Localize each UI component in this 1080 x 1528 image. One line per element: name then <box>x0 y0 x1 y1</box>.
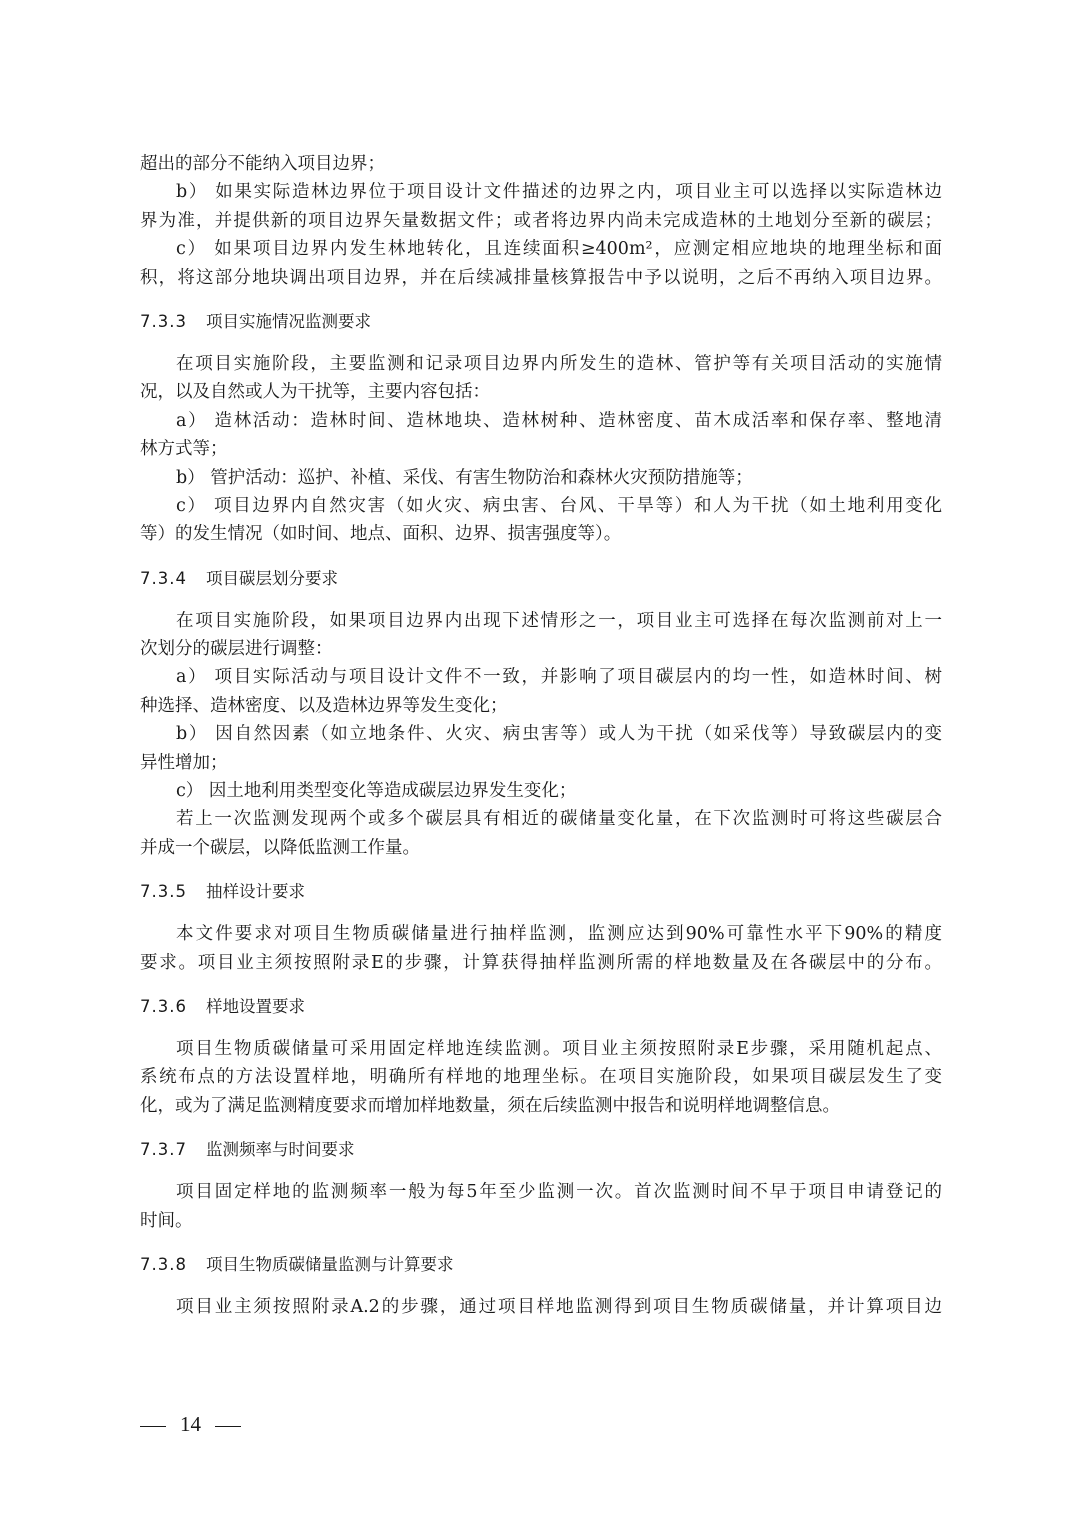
list-item: c） 如果项目边界内发生林地转化，且连续面积≥400m²，应测定相应地块的地理坐标和面 <box>176 239 942 260</box>
list-item: a） 造林活动：造林时间、造林地块、造林树种、造林密度、苗木成活率和保存率、整地清 <box>176 410 942 431</box>
paragraph-line: 在项目实施阶段，主要监测和记录项目边界内所发生的造林、管护等有关项目活动的实施情 <box>176 353 942 374</box>
page-number: 14 <box>180 1412 201 1436</box>
section-title: 监测频率与时间要求 <box>206 1140 355 1160</box>
paragraph-line: 项目固定样地的监测频率一般为每5年至少监测一次。首次监测时间不早于项目申请登记的 <box>176 1182 942 1203</box>
document-body <box>140 150 942 1321</box>
text-line: 种选择、造林密度、以及造林边界等发生变化； <box>140 695 508 716</box>
section-heading <box>140 565 942 593</box>
section-title: 抽样设计要求 <box>206 882 305 902</box>
paragraph-line: 并成一个碳层，以降低监测工作量。 <box>140 837 420 858</box>
footer-dash-right <box>215 1426 241 1427</box>
paragraph-line: 化，或为了满足监测精度要求而增加样地数量，须在后续监测中报告和说明样地调整信息。 <box>140 1095 840 1116</box>
list-item: a） 项目实际活动与项目设计文件不一致，并影响了项目碳层内的均一性，如造林时间、树 <box>176 667 942 688</box>
paragraph-line: 本文件要求对项目生物质碳储量进行抽样监测，监测应达到90%可靠性水平下90%的精度 <box>176 924 942 945</box>
section-title: 项目碳层划分要求 <box>206 568 338 588</box>
paragraph-line: 要求。项目业主须按照附录E的步骤，计算获得抽样监测所需的样地数量及在各碳层中的分布。 <box>140 952 942 973</box>
section-7-3-8 <box>140 1251 942 1321</box>
list-item: b） 因自然因素（如立地条件、火灾、病虫害等）或人为干扰（如采伐等）导致碳层内的变 <box>176 724 942 745</box>
text-line: 积，将这部分地块调出项目边界，并在后续减排量核算报告中予以说明，之后不再纳入项目边界。 <box>140 267 942 288</box>
section-title: 项目实施情况监测要求 <box>206 311 371 331</box>
section-heading <box>140 1136 942 1164</box>
text-line: 异性增加； <box>140 752 228 773</box>
section-heading <box>140 308 942 336</box>
section-7-3-7 <box>140 1136 942 1235</box>
section-heading <box>140 993 942 1021</box>
list-item: c） 项目边界内自然灾害（如火灾、病虫害、台风、干旱等）和人为干扰（如土地利用变化 <box>176 495 942 516</box>
footer-dash-left <box>140 1426 166 1427</box>
paragraph-line: 次划分的碳层进行调整： <box>140 639 333 660</box>
text-line: 超出的部分不能纳入项目边界； <box>140 154 385 174</box>
section-heading <box>140 1251 942 1279</box>
text-line: 林方式等； <box>140 439 228 460</box>
list-item: c） 因土地利用类型变化等造成碳层边界发生变化； <box>176 781 577 802</box>
section-number: 7.3.6 <box>140 996 187 1016</box>
paragraph-line: 况，以及自然或人为干扰等，主要内容包括： <box>140 382 490 403</box>
list-item: b） 管护活动：巡护、补植、采伐、有害生物防治和森林火灾预防措施等； <box>176 467 753 488</box>
paragraph-line: 在项目实施阶段，如果项目边界内出现下述情形之一，项目业主可选择在每次监测前对上一 <box>176 610 942 631</box>
section-number: 7.3.7 <box>140 1140 187 1160</box>
paragraph-line: 项目业主须按照附录A.2的步骤，通过项目样地监测得到项目生物质碳储量，并计算项目边 <box>176 1296 942 1317</box>
section-7-3-4 <box>140 565 942 863</box>
section-7-3-3 <box>140 308 942 549</box>
paragraph-line: 时间。 <box>140 1210 193 1231</box>
paragraph-line: 系统布点的方法设置样地，明确所有样地的地理坐标。在项目实施阶段，如果项目碳层发生了变 <box>140 1067 942 1088</box>
section-number: 7.3.5 <box>140 882 187 902</box>
section-7-3-6 <box>140 993 942 1120</box>
list-item: b） 如果实际造林边界位于项目设计文件描述的边界之内，项目业主可以选择以实际造林边 <box>176 182 942 203</box>
text-line: 等）的发生情况（如时间、地点、面积、边界、损害强度等）。 <box>140 524 622 545</box>
text-line: 界为准，并提供新的项目边界矢量数据文件；或者将边界内尚未完成造林的土地划分至新的碳层； <box>140 210 942 231</box>
page-footer <box>140 1408 241 1440</box>
section-number: 7.3.3 <box>140 311 187 331</box>
section-7-3-5 <box>140 878 942 977</box>
section-title: 项目生物质碳储量监测与计算要求 <box>206 1254 454 1274</box>
section-number: 7.3.8 <box>140 1254 187 1274</box>
section-number: 7.3.4 <box>140 568 187 588</box>
paragraph-line: 项目生物质碳储量可采用固定样地连续监测。项目业主须按照附录E步骤，采用随机起点、 <box>176 1038 942 1059</box>
intro-block <box>140 150 942 292</box>
section-heading <box>140 878 942 906</box>
paragraph-line: 若上一次监测发现两个或多个碳层具有相近的碳储量变化量，在下次监测时可将这些碳层合 <box>176 809 942 830</box>
section-title: 样地设置要求 <box>206 996 305 1016</box>
